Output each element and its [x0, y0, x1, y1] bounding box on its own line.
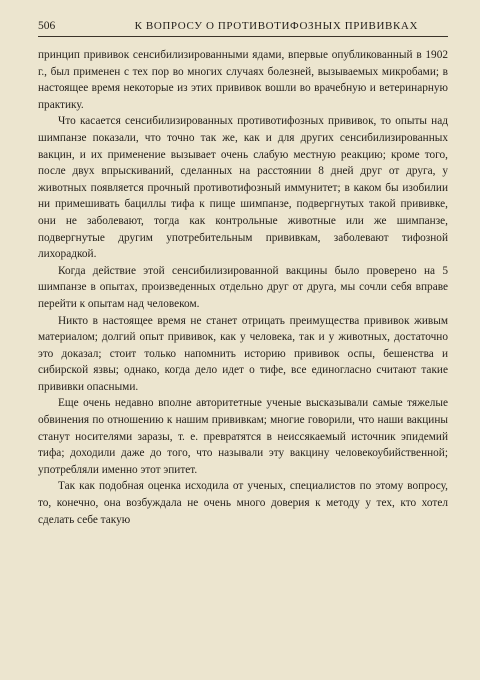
paragraph-4: Никто в настоящее время не станет отрицать преимущества прививок живым материалом; долгий опыт прививок, как у человека, так и у животных, достаточно это доказал; стоит только напомнить историю прививок оспы, бешенства и сибирской язвы; однако, когда дело идет о тифе, все единогласно считают такие прививки опасными.	[38, 314, 448, 393]
body-text	[38, 47, 448, 528]
paragraph-1: принцип прививок сенсибилизированными ядами, впервые опубликованный в 1902 г., был применен с тех пор во многих случаях болезней, вызываемых микробами; в настоящее время некоторые из этих прививок вошли во врачебную и ветеринарную практику.	[38, 49, 448, 111]
paragraph-5: Еще очень недавно вполне авторитетные ученые высказывали самые тяжелые обвинения по отношению к нашим прививкам; многие говорили, что наши вакцины станут носителями заразы, т. е. превратятся в неиссякаемый источник эпидемий тифа; доходили даже до того, что называли эту вакцину человекоубийственной; употребляли именно этот эпитет.	[38, 397, 448, 476]
paragraph-6: Так как подобная оценка исходила от ученых, специалистов по этому вопросу, то, конечно, она возбуждала не очень много доверия к методу у тех, кто хотел сделать себе такую	[38, 480, 448, 526]
paragraph-3: Когда действие этой сенсибилизированной вакцины было проверено на 5 шимпанзе в опытах, произведенных отдельно друг от друга, мы сочли себя вправе перейти к опытам над человеком.	[38, 264, 448, 310]
paragraph-2: Что касается сенсибилизированных противотифозных прививок, то опыты над шимпанзе показали, что точно так же, как и для других сенсибилизированных вакцин, и их применение вызывает очень слабую местную реакцию; кроме того, после двух впрыскиваний, сделанных на расстоянии 8 дней друг от друга, у животных появляется прочный противотифозный иммунитет; в каком бы изобилии ни примешивать бациллы тифа к пище шимпанзе, подвергнутых такой прививке, они не заболевают, тогда как контрольные животные или же шимпанзе, подвергнутые другим употребительным прививкам, заболевают тифозной лихорадкой.	[38, 115, 448, 261]
running-header	[38, 20, 448, 37]
page-number: 506	[38, 20, 56, 32]
running-title: К ВОПРОСУ О ПРОТИВОТИФОЗНЫХ ПРИВИВКАХ	[134, 20, 418, 32]
